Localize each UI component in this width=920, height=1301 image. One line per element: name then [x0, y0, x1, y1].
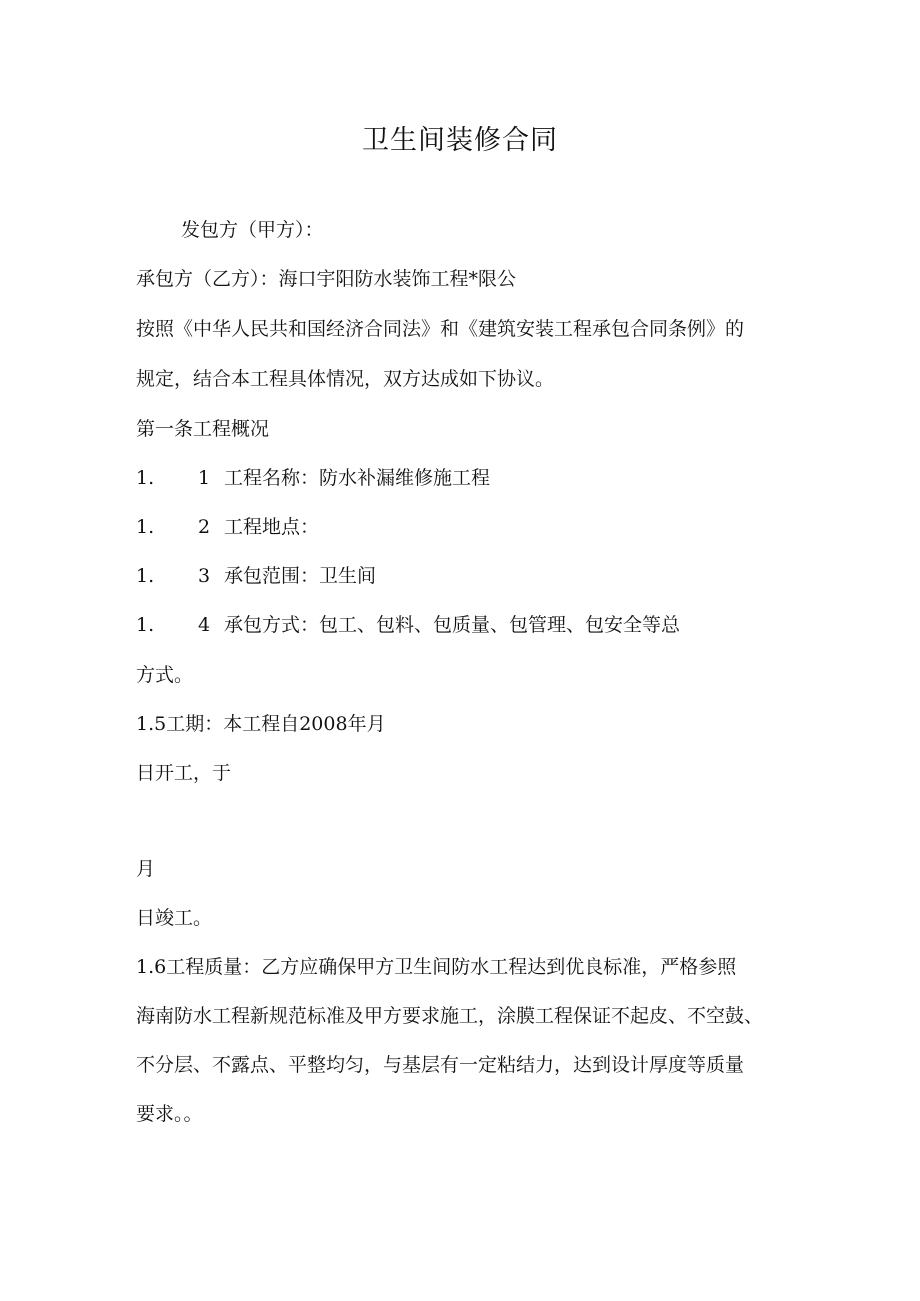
- contract-title: 卫生间装修合同: [362, 125, 558, 156]
- item-major-number: 1.: [136, 565, 155, 587]
- period-line-3: 月: [136, 858, 156, 880]
- period-line-1: 1.5工期：本工程自2008年月: [136, 713, 386, 735]
- list-item-1-2: [136, 513, 319, 541]
- list-item-1-4-continuation: 方式。: [136, 664, 194, 686]
- list-item-1-3: [136, 562, 376, 590]
- item-major-number: 1.: [136, 614, 155, 636]
- party-a-line: 发包方（甲方）：: [181, 219, 324, 241]
- period-line-2: 日开工，于: [136, 762, 232, 784]
- item-major-number: 1.: [136, 516, 155, 538]
- party-b-line: 承包方（乙方）：海口宇阳防水装饰工程*限公: [136, 268, 517, 290]
- item-minor-number: 1: [198, 467, 211, 489]
- item-minor-number: 2: [198, 516, 211, 538]
- period-line-4: 日竣工。: [136, 907, 213, 929]
- item-minor-number: 3: [198, 565, 211, 587]
- item-text: 承包范围：卫生间: [224, 565, 377, 587]
- list-item-1-1: [136, 464, 490, 492]
- list-item-1-4: [136, 611, 680, 639]
- preamble-line-2: 规定，结合本工程具体情况，双方达成如下协议。: [136, 368, 555, 390]
- quality-line-4: 要求。。: [136, 1103, 203, 1125]
- article-1-heading: 第一条工程概况: [136, 418, 270, 440]
- quality-line-1: 1.6工程质量：乙方应确保甲方卫生间防水工程达到优良标准，严格参照: [136, 956, 737, 978]
- item-text: 承包方式：包工、包料、包质量、包管理、包安全等总: [224, 614, 681, 636]
- preamble-line-1: 按照《中华人民共和国经济合同法》和《建筑安装工程承包合同条例》的: [136, 318, 745, 340]
- quality-line-3: 不分层、不露点、平整均匀，与基层有一定粘结力，达到设计厚度等质量: [136, 1054, 745, 1076]
- item-text: 工程地点：: [224, 516, 320, 538]
- item-text: 工程名称：防水补漏维修施工程: [224, 467, 491, 489]
- quality-line-2: 海南防水工程新规范标准及甲方要求施工，涂膜工程保证不起皮、不空鼓、: [136, 1005, 764, 1027]
- item-minor-number: 4: [198, 614, 211, 636]
- item-major-number: 1.: [136, 467, 155, 489]
